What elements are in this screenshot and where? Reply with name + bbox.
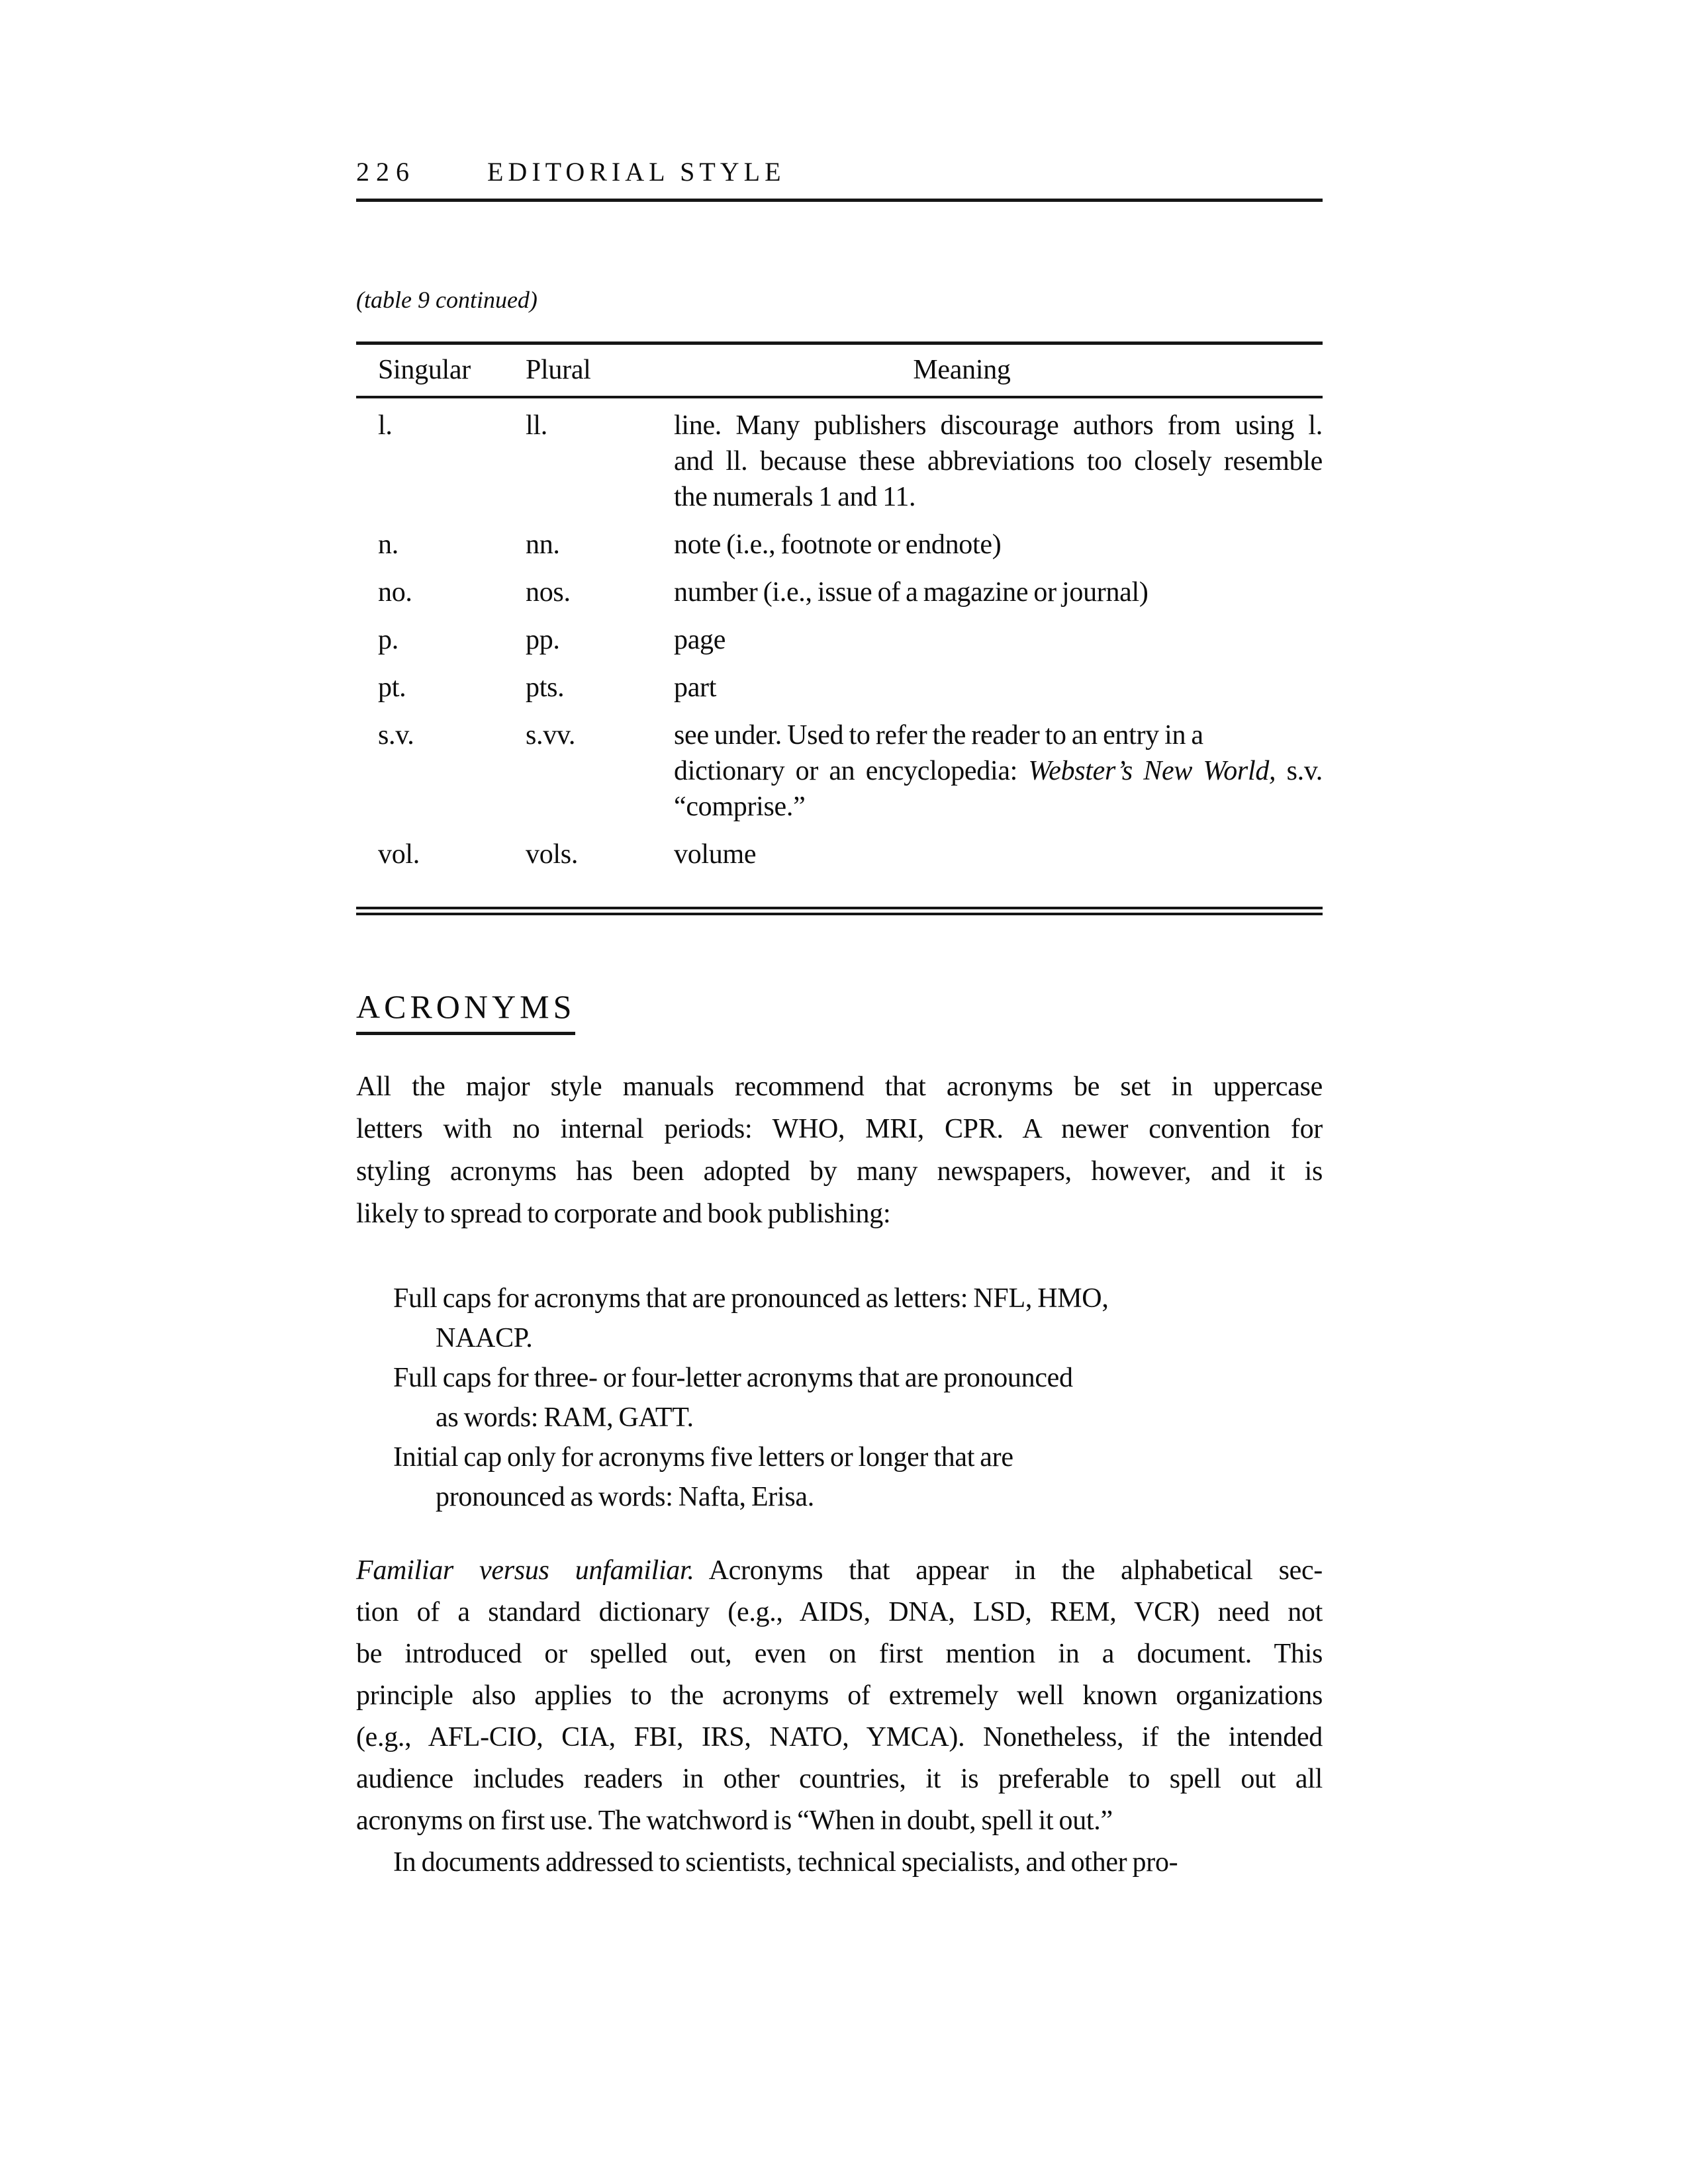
list-item [356, 1358, 1323, 1437]
text-line: styling acronyms has been adopted by many newspapers, however, and it is [356, 1156, 1323, 1187]
meaning-cell [674, 408, 1323, 515]
italic-book-title: Webster’s New World, [1028, 756, 1276, 786]
plural-cell: nos. [526, 577, 571, 608]
plural-cell: ll. [526, 410, 547, 441]
text-line: NAACP. [436, 1323, 533, 1353]
singular-cell: pt. [378, 672, 406, 703]
meaning-cell [674, 670, 1323, 705]
singular-cell: vol. [378, 839, 420, 870]
meaning-line: number (i.e., issue of a magazine or journal) [674, 577, 1149, 608]
running-header [356, 156, 1323, 202]
singular-cell: p. [378, 625, 399, 655]
text-line: (e.g., AFL-CIO, CIA, FBI, IRS, NATO, YMCA). Nonetheless, if the intended [356, 1722, 1323, 1752]
singular-cell: no. [378, 577, 412, 608]
meaning-text: dictionary or an encyclopedia: [674, 756, 1029, 786]
page-number: 226 [356, 157, 416, 187]
acronym-rules-list [356, 1279, 1323, 1517]
section-heading-text: ACRONYMS [356, 988, 575, 1035]
section-heading [356, 988, 1323, 1035]
table-row [356, 717, 1323, 825]
meaning-line: volume [674, 839, 757, 870]
meaning-line: page [674, 625, 726, 655]
abbreviations-table [356, 341, 1323, 915]
text-line: as words: RAM, GATT. [436, 1402, 694, 1433]
text-line: likely to spread to corporate and book publishing: [356, 1199, 891, 1229]
meaning-cell [674, 527, 1323, 563]
table-caption: (table 9 continued) [356, 287, 538, 313]
singular-cell: s.v. [378, 720, 414, 751]
column-header-meaning: Meaning [913, 355, 1011, 385]
plural-cell: s.vv. [526, 720, 576, 751]
text-line: principle also applies to the acronyms of extremely well known organizations [356, 1680, 1323, 1711]
singular-cell: l. [378, 410, 393, 441]
table-row [356, 622, 1323, 658]
meaning-line [674, 753, 1323, 789]
meaning-line: the numerals 1 and 11. [674, 482, 916, 512]
table-row [356, 837, 1323, 872]
plural-cell: pp. [526, 625, 560, 655]
table-row [356, 574, 1323, 610]
meaning-line: see under. Used to refer the reader to an entry in a [674, 720, 1203, 751]
text-line: audience includes readers in other countries, it is preferable to spell out all [356, 1764, 1323, 1794]
column-header-singular: Singular [378, 355, 471, 385]
text-line: Full caps for acronyms that are pronounced as letters: NFL, HMO, [393, 1283, 1109, 1314]
list-item [356, 1437, 1323, 1517]
column-header-plural: Plural [526, 355, 591, 385]
list-item [356, 1279, 1323, 1358]
meaning-cell [674, 837, 1323, 872]
table-row [356, 527, 1323, 563]
text-line: All the major style manuals recommend that acronyms be set in uppercase [356, 1071, 1323, 1102]
meaning-text: s.v. [1276, 756, 1323, 786]
meaning-cell [674, 717, 1323, 825]
text-line: Initial cap only for acronyms five letters or longer that are [393, 1442, 1013, 1473]
text-line: letters with no internal periods: WHO, MRI, CPR. A newer convention for [356, 1114, 1323, 1144]
table-row [356, 408, 1323, 515]
plural-cell: nn. [526, 529, 560, 560]
plural-cell: vols. [526, 839, 579, 870]
meaning-line: note (i.e., footnote or endnote) [674, 529, 1002, 560]
singular-cell: n. [378, 529, 399, 560]
meaning-line: line. Many publishers discourage authors from using l. [674, 410, 1323, 441]
plural-cell: pts. [526, 672, 565, 703]
meaning-line: “comprise.” [674, 792, 806, 822]
text-line: be introduced or spelled out, even on first mention in a document. This [356, 1639, 1323, 1669]
running-head-title: EDITORIAL STYLE [487, 157, 786, 187]
table-body [356, 398, 1323, 907]
text-segment: Acronyms that appear in the alphabetical sec- [708, 1555, 1323, 1586]
text-line: Full caps for three- or four-letter acronyms that are pronounced [393, 1363, 1073, 1393]
text-line [356, 1550, 1323, 1592]
closing-paragraph [356, 1842, 1323, 1884]
text-line: pronounced as words: Nafta, Erisa. [436, 1482, 814, 1512]
meaning-line: and ll. because these abbreviations too closely resemble [674, 446, 1323, 477]
meaning-cell [674, 622, 1323, 658]
intro-paragraph [356, 1066, 1323, 1235]
table-row [356, 670, 1323, 705]
text-line: In documents addressed to scientists, technical specialists, and other pro- [393, 1847, 1178, 1878]
text-line: tion of a standard dictionary (e.g., AIDS, DNA, LSD, REM, VCR) need not [356, 1597, 1323, 1627]
run-in-heading: Familiar versus unfamiliar. [356, 1555, 694, 1586]
meaning-cell [674, 574, 1323, 610]
text-line: acronyms on first use. The watchword is “When in doubt, spell it out.” [356, 1805, 1113, 1836]
meaning-line: part [674, 672, 717, 703]
page-content [356, 0, 1323, 1884]
familiar-paragraph [356, 1550, 1323, 1842]
table-header-row [356, 345, 1323, 398]
